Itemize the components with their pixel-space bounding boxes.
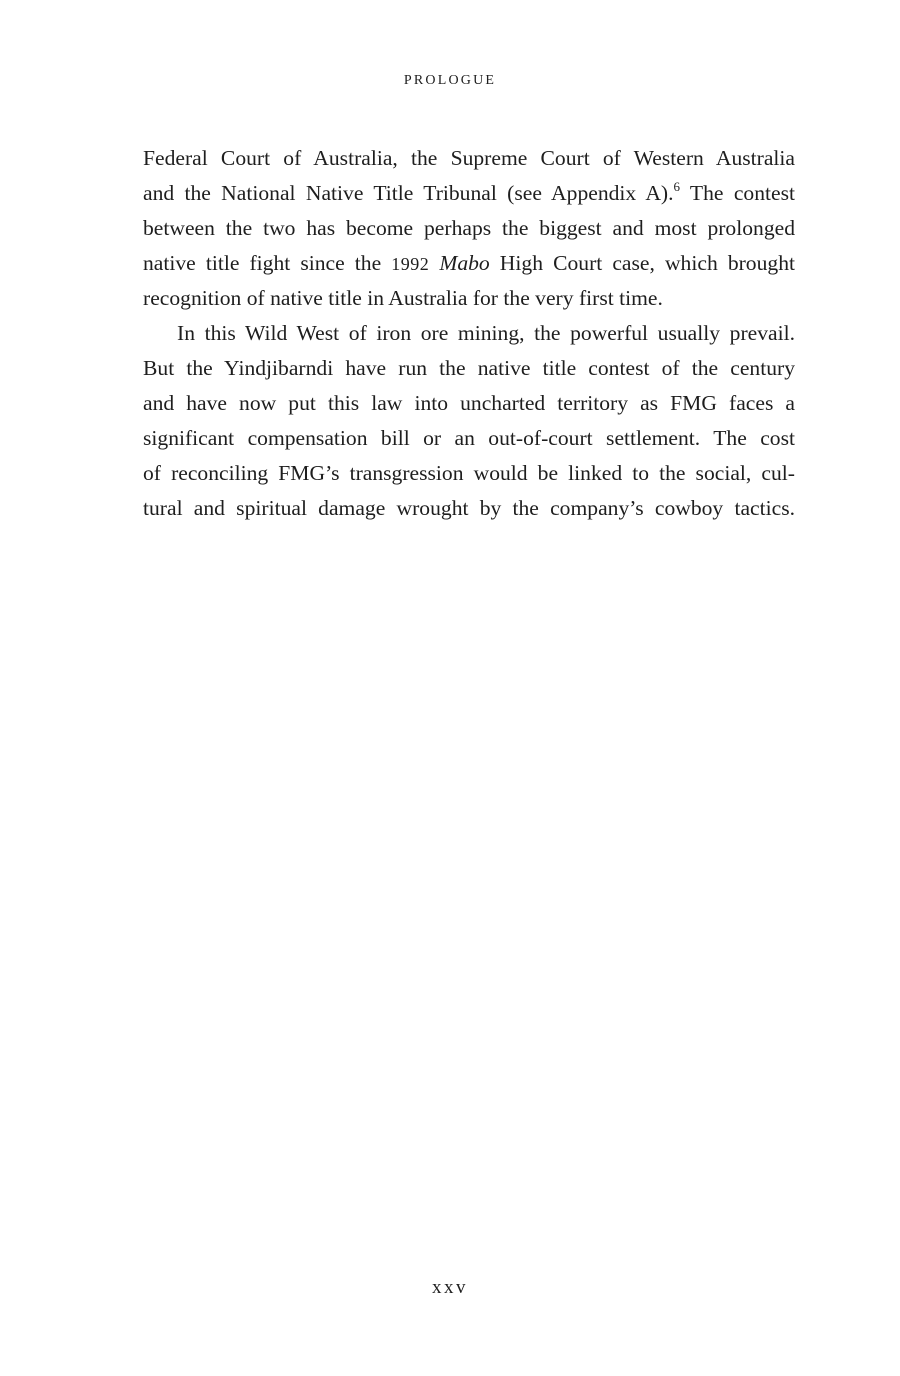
text-line: Federal Court of Australia, the Supreme Court of Western Australia — [143, 146, 795, 170]
text-span: High Court case, which brought — [489, 251, 795, 275]
text-line: significant compensation bill or an out-of-court settlement. The cost — [143, 426, 795, 450]
text-line: recognition of native title in Australia for the very first time. — [143, 286, 663, 310]
text-line: tural and spiritual damage wrought by the company’s cowboy tactics. — [143, 496, 795, 520]
text-span: The contest — [680, 181, 795, 205]
text-line — [143, 246, 795, 281]
footnote-reference[interactable]: 6 — [673, 179, 681, 194]
year: 1992 — [391, 254, 430, 274]
text-line — [143, 176, 795, 211]
text-span: and the National Native Title Tribunal (see Appendix A). — [143, 181, 674, 205]
text-line: and have now put this law into uncharted territory as FMG faces a — [143, 391, 795, 415]
paragraph — [143, 141, 795, 316]
text-span: native title fight since the — [143, 251, 392, 275]
running-head: PROLOGUE — [403, 73, 497, 88]
body-text — [143, 141, 795, 526]
text-line: In this Wild West of iron ore mining, the powerful usually prevail. — [177, 321, 795, 345]
text-line: between the two has become perhaps the biggest and most prolonged — [143, 216, 795, 240]
text-line: of reconciling FMG’s transgression would be linked to the social, cul- — [143, 461, 795, 485]
text-line: But the Yindjibarndi have run the native title contest of the century — [143, 356, 795, 380]
case-name-italic: Mabo — [439, 251, 490, 275]
paragraph — [143, 316, 795, 526]
text-span — [429, 251, 439, 275]
page-number: xxv — [432, 1277, 468, 1298]
